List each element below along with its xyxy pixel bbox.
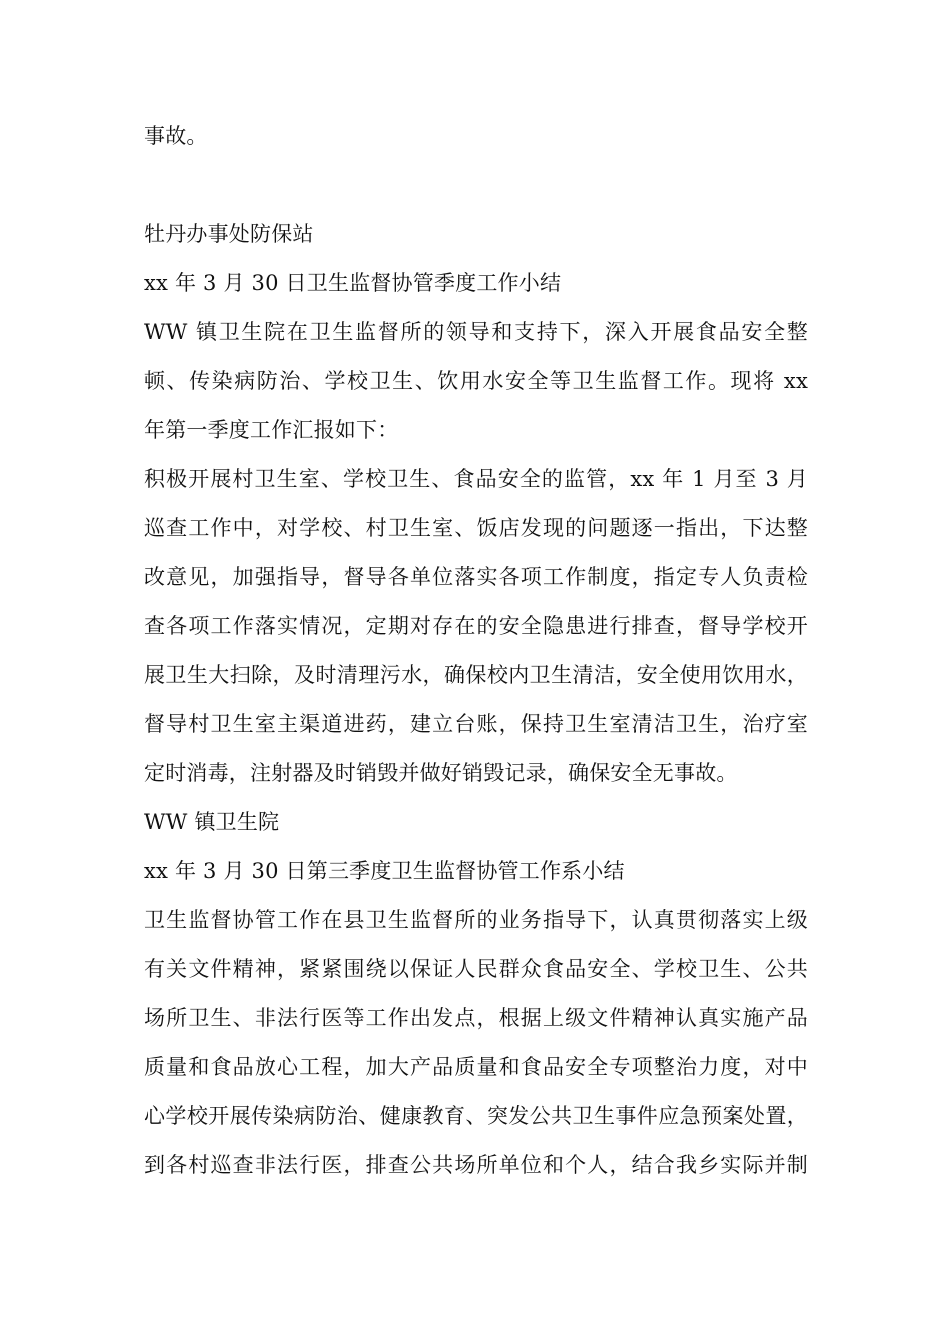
- text-line: 巡查工作中，对学校、村卫生室、饭店发现的问题逐一指出，下达整: [144, 516, 808, 540]
- text-line: 有关文件精神，紧紧围绕以保证人民群众食品安全、学校卫生、公共: [144, 957, 808, 981]
- text-line: 改意见，加强指导，督导各单位落实各项工作制度，指定专人负责检: [144, 565, 808, 589]
- text-line: 心学校开展传染病防治、健康教育、突发公共卫生事件应急预案处置，: [144, 1104, 808, 1128]
- blank-line: [144, 161, 808, 210]
- text-line: 展卫生大扫除，及时清理污水，确保校内卫生清洁，安全使用饮用水，: [144, 663, 808, 687]
- text-line: 卫生监督协管工作在县卫生监督所的业务指导下，认真贯彻落实上级: [144, 908, 808, 932]
- text-line: 查各项工作落实情况，定期对存在的安全隐患进行排查，督导学校开: [144, 614, 808, 638]
- organization-name: 牡丹办事处防保站: [144, 222, 314, 246]
- date-title: xx 年 3 月 30 日卫生监督协管季度工作小结: [144, 271, 562, 295]
- document-body: [144, 112, 808, 1190]
- organization-name: WW 镇卫生院: [144, 810, 280, 834]
- text-line: 积极开展村卫生室、学校卫生、食品安全的监管，xx 年 1 月至 3 月: [144, 467, 808, 491]
- text-line: 顿、传染病防治、学校卫生、饮用水安全等卫生监督工作。现将 xx: [144, 369, 808, 393]
- text-line: 年第一季度工作汇报如下：: [144, 418, 399, 442]
- text-line: 定时消毒，注射器及时销毁并做好销毁记录，确保安全无事故。: [144, 761, 738, 785]
- text-line: 督导村卫生室主渠道进药，建立台账，保持卫生室清洁卫生，治疗室: [144, 712, 808, 736]
- text-line: 场所卫生、非法行医等工作出发点，根据上级文件精神认真实施产品: [144, 1006, 808, 1030]
- text-line: WW 镇卫生院在卫生监督所的领导和支持下，深入开展食品安全整: [144, 320, 808, 344]
- text-line: 质量和食品放心工程，加大产品质量和食品安全专项整治力度，对中: [144, 1055, 808, 1079]
- text-line: 事故。: [144, 124, 208, 148]
- text-line: 到各村巡查非法行医，排查公共场所单位和个人，结合我乡实际并制: [144, 1153, 808, 1177]
- date-title: xx 年 3 月 30 日第三季度卫生监督协管工作系小结: [144, 859, 625, 883]
